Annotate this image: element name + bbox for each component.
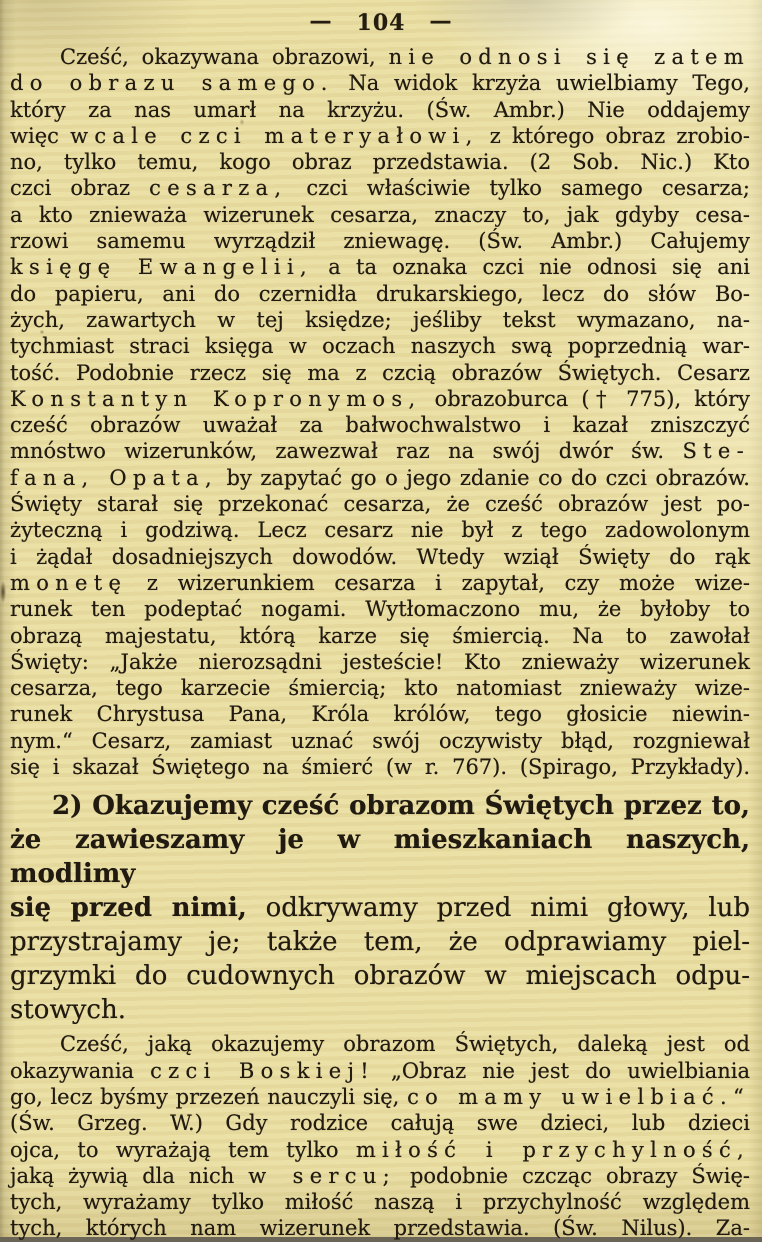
text-segment: cesarza, tego karzecie śmiercią; kto natomiast znieważy wize- [10, 676, 750, 701]
text-line [10, 123, 750, 149]
text-line [10, 675, 750, 701]
text-segment: Ste- [682, 439, 750, 464]
text-line [10, 360, 750, 386]
text-line [10, 959, 750, 993]
text-segment: się i skazał Świętego na śmierć (w r. 767). (Spirago, Przykłady). [10, 755, 750, 780]
paragraph [10, 44, 750, 780]
text-line [10, 754, 750, 780]
text-line [10, 925, 750, 959]
text-line [10, 1163, 750, 1189]
text-segment: ojca, to wyrażają tem tylko [10, 1137, 356, 1162]
text-segment: rzowi samemu wyrządził zniewagę. (Św. Ambr.) Całujemy [10, 229, 750, 254]
text-segment: runek Chrystusa Pana, Króla królów, tego głosicie niewin- [10, 702, 750, 727]
text-line [10, 412, 750, 438]
text-segment: monetę [10, 570, 128, 595]
text-segment: co mamy uwielbiać.“ [407, 1084, 750, 1109]
text-line [10, 202, 750, 228]
text-line [10, 701, 750, 727]
text-segment: żych, zawartych w tej księdze; jeśliby tekst wymazano, na- [10, 307, 750, 332]
text-segment: grzymki do cudownych obrazów w miejscach odpu- [10, 961, 750, 992]
text-line [10, 97, 750, 123]
text-segment: Konstantyn Kopronymos, [10, 386, 422, 411]
text-segment: cesarza, [149, 176, 288, 201]
text-segment: cześć obrazów uważał za bałwochwalstwo i kazał zniszczyć [10, 413, 750, 438]
text-segment: Na widok krzyża uwielbiamy Tego, [333, 71, 750, 96]
text-segment: tych, których nam wizerunek przedstawia. (Św. Nilus). Za- [10, 1216, 750, 1241]
text-line [10, 254, 750, 280]
text-segment: księgę Ewangelii, [10, 255, 313, 280]
text-segment: mnóstwo wizerunków, zawezwał raz na swój dwór św. [10, 439, 683, 464]
text-segment: który za nas umarł na krzyżu. (Św. Ambr.) Nie oddajemy [10, 97, 750, 122]
text-line [10, 281, 750, 307]
text-line [10, 649, 750, 675]
text-segment: „Obraz nie jest do uwielbiania [375, 1058, 751, 1083]
text-segment: do papieru, ani do czernidła drukarskiego, lecz do słów Bo- [10, 281, 750, 306]
text-segment: z wizerunkiem cesarza i zapytał, czy może wize- [127, 570, 750, 595]
text-line [10, 823, 750, 891]
text-segment: runek ten podeptać nogami. Wytłomaczono mu, że byłoby to [10, 597, 750, 622]
text-line [10, 1084, 750, 1110]
text-segment: a ta oznaka czci nie odnosi się ani [312, 255, 750, 280]
text-line [10, 1215, 750, 1241]
text-line [10, 175, 750, 201]
text-line [10, 228, 750, 254]
text-segment: a kto znieważa wizerunek cesarza, znaczy to, jak gdyby cesa- [10, 202, 750, 227]
text-segment: (Św. Grzeg. W.) Gdy rodzice całują swe dzieci, lub dzieci [10, 1111, 750, 1136]
page-number [0, 0, 762, 44]
text-segment: czci właściwie tylko samego cesarza; [287, 176, 750, 201]
text-line [10, 70, 750, 96]
text-segment: stowych. [10, 995, 126, 1026]
text-line [10, 1137, 750, 1163]
text-segment: podobnie czcząc obrazy Świę- [396, 1163, 751, 1188]
text-segment: okazywania [10, 1058, 151, 1083]
text-segment: nym.“ Cesarz, zamiast uznać swój oczywisty błąd, rozgniewał [10, 728, 750, 753]
text-segment: Święty starał się przekonać cesarza, że cześć obrazów jest po- [10, 492, 750, 517]
text-segment: czci Boskiej! [150, 1058, 376, 1083]
header-dash-right: — [429, 8, 453, 34]
text-line [10, 491, 750, 517]
text-segment: obrazoburca († 775), który [421, 386, 750, 411]
text-segment: przystrajamy je; także tem, że odprawiamy piel- [10, 927, 750, 958]
text-line [10, 789, 750, 823]
header-dash-left: — [309, 8, 333, 34]
text-segment: Święty: „Jakże nierozsądni jesteście! Kto znieważy wizerunek [10, 649, 750, 674]
paragraph [10, 1031, 750, 1241]
paragraph [10, 789, 750, 1027]
text-segment: wcale czci materyałowi, [70, 123, 479, 148]
text-line [10, 386, 750, 412]
text-segment: więc [10, 123, 71, 148]
text-line [10, 728, 750, 754]
text-line [10, 891, 750, 925]
text-segment: Cześć, okazywana obrazowi, [60, 45, 389, 69]
text-segment: nie odnosi się zatem [388, 45, 750, 69]
text-segment: go, lecz byśmy przezeń nauczyli się, [10, 1084, 408, 1109]
text-line [10, 149, 750, 175]
text-segment: obrazą majestatu, którą karze się śmiercią. Na to zawołał [10, 623, 750, 648]
text-segment: Cześć, jaką okazujemy obrazom Świętych, daleką jest od [60, 1032, 750, 1057]
text-segment: i żądał dosadniejszych dowodów. Wtedy wziął Święty do rąk [10, 544, 750, 569]
text-line [10, 465, 750, 491]
text-line [10, 1189, 750, 1215]
text-line [10, 993, 750, 1027]
text-line [10, 544, 750, 570]
text-segment: tychmiast straci księga w oczach naszych swą poprzednią war- [10, 334, 750, 359]
text-segment: jaką żywią dla nich [10, 1163, 249, 1188]
text-line [10, 333, 750, 359]
text-segment: odkrywamy przed nimi głowy, lub [246, 893, 751, 924]
text-segment: w sercu; [248, 1163, 397, 1188]
text-line [10, 517, 750, 543]
text-segment: z którego obraz zrobio- [478, 123, 750, 148]
text-line [10, 307, 750, 333]
text-segment: by zapytać go o jego zdanie co do czci obrazów. [217, 465, 750, 490]
page-number-value: 104 [356, 10, 406, 36]
text-line [10, 1058, 750, 1084]
text-segment: do obrazu samego. [10, 71, 334, 96]
text-segment: się przed nimi, [10, 893, 247, 924]
text-line [10, 1031, 750, 1057]
text-segment: tość. Podobnie rzecz się ma z czcią obrazów Świętych. Cesarz [10, 360, 750, 385]
page-body [0, 44, 762, 1242]
text-line [10, 1110, 750, 1136]
text-segment: żyteczną i godziwą. Lecz cesarz nie był z tego zadowolonym [10, 518, 750, 543]
text-segment: miłość i przychylność, [355, 1137, 750, 1162]
text-segment: no, tylko temu, kogo obraz przedstawia. (2 Sob. Nic.) Kto [10, 150, 750, 175]
text-line [10, 44, 750, 70]
text-line [10, 623, 750, 649]
text-segment: czci obraz [10, 176, 150, 201]
text-segment: tych, wyrażamy tylko miłość naszą i przychylność względem [10, 1190, 750, 1215]
text-segment: że zawieszamy je w mieszkaniach naszych, modlimy [10, 825, 750, 890]
text-segment: 2) Okazujemy cześć obrazom Świętych przez to, [52, 791, 750, 822]
text-line [10, 596, 750, 622]
text-segment: fana, Opata, [10, 465, 218, 490]
text-line [10, 570, 750, 596]
text-line [10, 438, 750, 464]
